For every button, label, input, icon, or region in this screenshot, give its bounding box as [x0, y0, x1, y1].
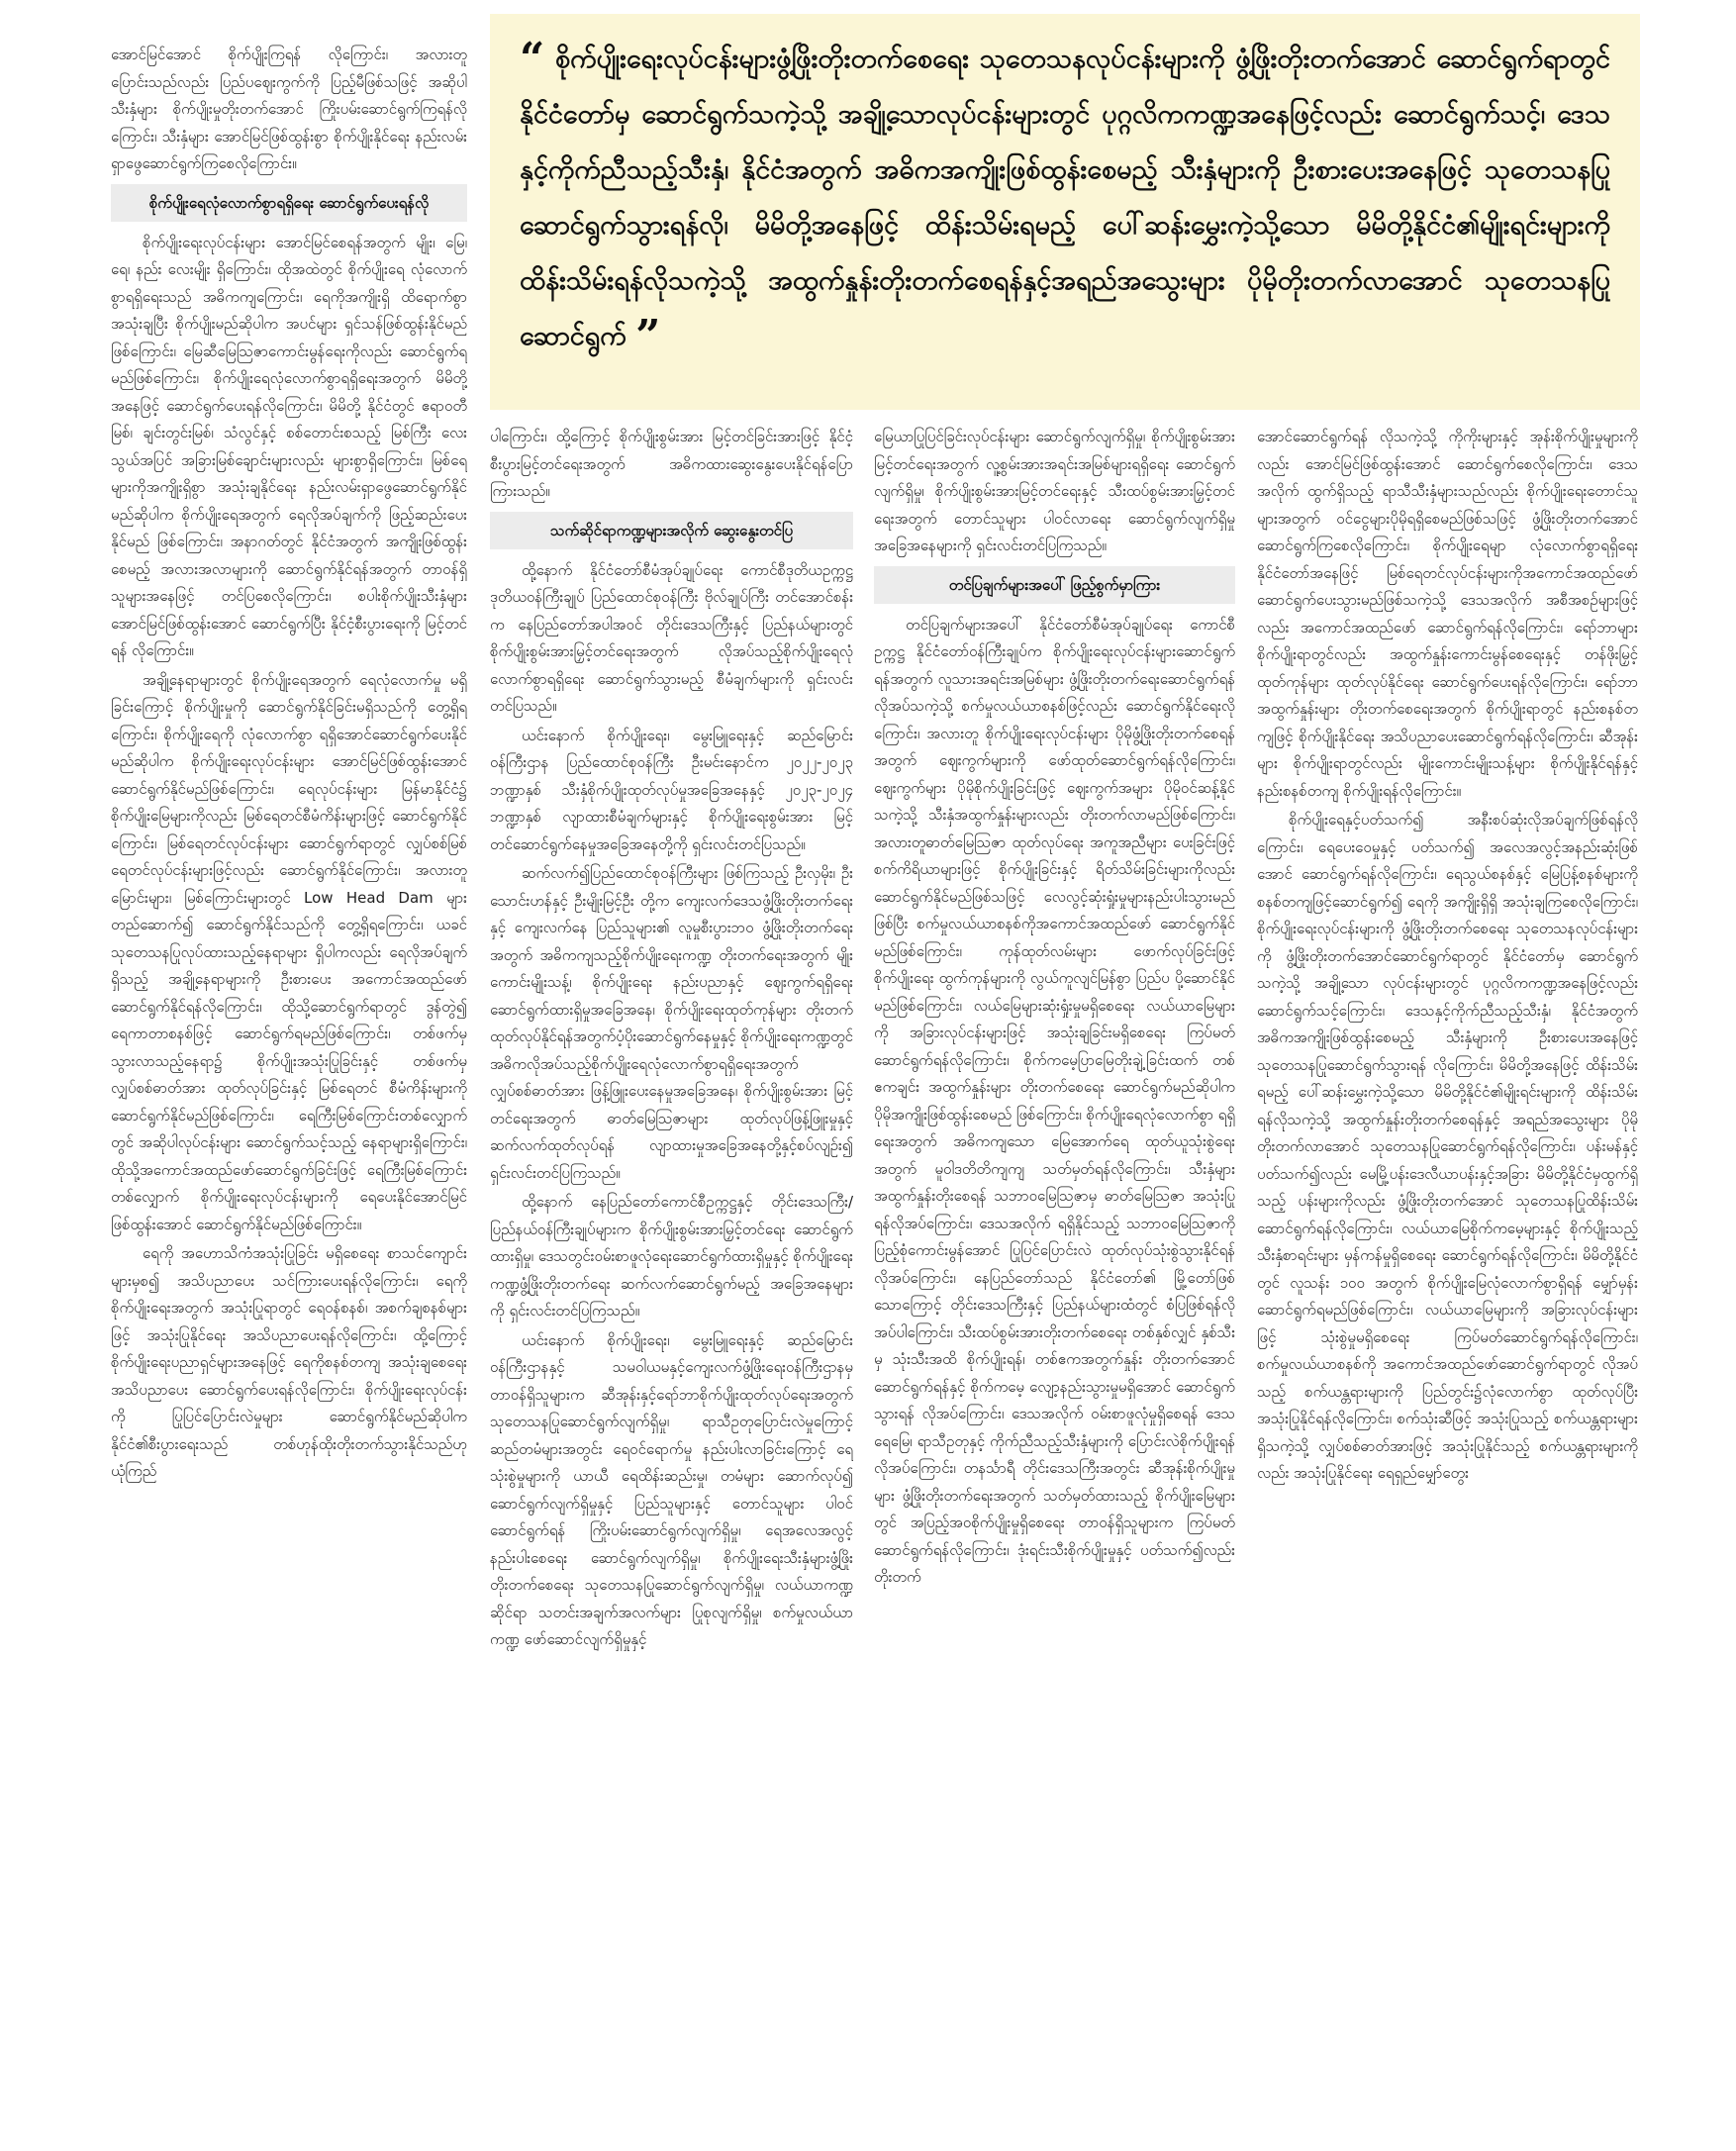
paragraph: ယင်းနောက် စိုက်ပျိုးရေး၊ မွေးမြူရေးနှင့် ဆည်မြောင်းဝန်ကြီးဌာန ပြည်ထောင်စုဝန်ကြီး ဦးမင်းနောင်က ၂၀၂၂-၂၀၂၃ ဘဏ္ဍာနှစ် သီးနှံစိုက်ပျိုးထုတ်လုပ်မှုအခြေအနေနှင့် ၂၀၂၃-၂၀၂၄ ဘဏ္ဍာနှစ် လျာထားစီမံချက်များနှင့် စိုက်ပျိုးရေးစွမ်းအား မြင့်တင်ဆောင်ရွက်နေမှုအခြေအနေတို့ကို ရှင်းလင်းတင်ပြသည်။ [490, 726, 853, 853]
close-quote-mark: ” [635, 311, 661, 361]
subheading: သက်ဆိုင်ရာကဏ္ဍများအလိုက် ဆွေးနွေးတင်ပြ [490, 512, 853, 549]
column-2 [490, 424, 853, 2097]
paragraph: အောင်ဆောင်ရွက်ရန် လိုသကဲ့သို့ ကိုကိုးများနှင့် အုန်းစိုက်ပျိုးမှုများကိုလည်း အောင်မြင်ဖြစ်ထွန်းအောင် ဆောင်ရွက်စေလိုကြောင်း၊ ဒေသအလိုက် ထွက်ရှိသည့် ရာသီသီးနှံများသည်လည်း စိုက်ပျိုးရေးတောင်သူများအတွက် ဝင်ငွေများပိုမိုရရှိစေမည်ဖြစ်သဖြင့် ဖွံ့ဖြိုးတိုးတက်အောင် ဆောင်ရွက်ကြစေလိုကြောင်း၊ စိုက်ပျိုးရေမျာ လုံလောက်စွာရရှိရေး နိုင်ငံတော်အနေဖြင့် မြစ်ရေတင်လုပ်ငန်းများကိုအကောင်အထည်ဖော် ဆောင်ရွက်ပေးသွားမည်ဖြစ်သကဲ့သို့ ဒေသအလိုက် အစီအစဉ်များဖြင့်လည်း အကောင်အထည်ဖော် ဆောင်ရွက်ရန်လိုကြောင်း၊ ရော်ဘာများ စိုက်ပျိုးရာတွင်လည်း အထွက်နှုန်းကောင်းမွန်စေရေးနှင့် တန်ဖိုးမြှင့်ထုတ်ကုန်များ ထုတ်လုပ်နိုင်ရေး ဆောင်ရွက်ပေးရန်လိုကြောင်း၊ ရော်ဘာအထွက်နှုန်းများ တိုးတက်စေရေးအတွက် စိုက်ပျိုးရာတွင် နည်းစနစ်တကျဖြင့် စိုက်ပျိုးနိုင်ရေး အသိပညာပေးဆောင်ရွက်ရန်လိုကြောင်း၊ ဆီအုန်းများ စိုက်ပျိုးရာတွင်လည်း မျိုးကောင်းမျိုးသန့်များ စိုက်ပျိုးနိုင်ရန်နှင့် နည်းစနစ်တကျ စိုက်ပျိုးရန်လိုကြောင်း။ [1257, 428, 1638, 800]
paragraph: ဆက်လက်၍ပြည်ထောင်စုဝန်ကြီးများ ဖြစ်ကြသည့် ဦးလှမိုး၊ ဦးသောင်းဟန်နှင့် ဦးမျိုးမြင့်ဦး တို့က ကျေးလက်ဒေသဖွံ့ဖြိုးတိုးတက်ရေးနှင့် ကျေးလက်နေ ပြည်သူများ၏ လူမှုစီးပွားဘဝ ဖွံ့ဖြိုးတိုးတက်ရေးအတွက် အဓိကကျသည့်စိုက်ပျိုးရေးကဏ္ဍ တိုးတက်ရေးအတွက် မျိုးကောင်းမျိုးသန့်၊ စိုက်ပျိုးရေး နည်းပညာနှင့် ဈေးကွက်ရရှိရေး ဆောင်ရွက်ထားရှိမှုအခြေအနေ၊ စိုက်ပျိုးရေးထုတ်ကုန်များ တိုးတက်ထုတ်လုပ်နိုင်ရန်အတွက်ပံ့ပိုးဆောင်ရွက်နေမှုနှင့် စိုက်ပျိုးရေးကဏ္ဍတွင် အဓိကလိုအပ်သည့်စိုက်ပျိုးရေလုံလောက်စွာရရှိရေးအတွက် လျှပ်စစ်ဓာတ်အား ဖြန့်ဖြူးပေးနေမှုအခြေအနေ၊ စိုက်ပျိုးစွမ်းအား မြင့်တင်ရေးအတွက် ဓာတ်မြေဩဇာများ ထုတ်လုပ်ဖြန့်ဖြူးမှုနှင့် ဆက်လက်ထုတ်လုပ်ရန် လျာထားမှုအခြေအနေတို့နှင့်စပ်လျဉ်း၍ ရှင်းလင်းတင်ပြကြသည်။ [490, 864, 853, 1182]
open-quote-mark: “ [520, 34, 545, 84]
column-3 [874, 424, 1235, 2097]
column-1 [111, 42, 467, 2101]
subheading: တင်ပြချက်များအပေါ် ဖြည့်စွက်မှာကြား [874, 566, 1235, 604]
paragraph: စိုက်ပျိုးရေနှင့်ပတ်သက်၍ အနီးစပ်ဆုံးလိုအပ်ချက်ဖြစ်ရန်လိုကြောင်း၊ ရေပေးဝေမှုနှင့် ပတ်သက်၍ အလေအလွင့်အနည်းဆုံးဖြစ်အောင် ဆောင်ရွက်ရန်လိုကြောင်း၊ ရေသွယ်စနစ်နှင့် မြေပြန့်စနစ်များကိုစနစ်တကျဖြင့်ဆောင်ရွက်၍ ရေကို အကျိုးရှိရှိ အသုံးချကြစေလိုကြောင်း၊ စိုက်ပျိုးရေးလုပ်ငန်းများကို ဖွံ့ဖြိုးတိုးတက်စေရေး သုတေသနလုပ်ငန်းများကို ဖွံ့ဖြိုးတိုးတက်အောင်ဆောင်ရွက်ရာတွင် နိုင်ငံတော်မှ ဆောင်ရွက်သကဲ့သို့ အချို့သော လုပ်ငန်းများတွင် ပုဂ္ဂလိကကဏ္ဍအနေဖြင့်လည်း ဆောင်ရွက်သင့်ကြောင်း၊ ဒေသနှင့်ကိုက်ညီသည့်သီးနှံ၊ နိုင်ငံအတွက် အဓိကအကျိုးဖြစ်ထွန်းစေမည့် သီးနှံများကို ဦးစားပေးအနေဖြင့် သုတေသနပြုဆောင်ရွက်သွားရန် လိုကြောင်း၊ မိမိတို့အနေဖြင့် ထိန်းသိမ်းရမည့် ပေါ်ဆန်းမွှေးကဲ့သို့သော မိမိတို့နိုင်ငံ၏မျိုးရင်းများကို ထိန်းသိမ်းရန်လိုသကဲ့သို့ အထွက်နှုန်းတိုးတက်စေရန်နှင့် အရည်အသွေးများ ပိုမိုတိုးတက်လာအောင် သုတေသနပြုဆောင်ရွက်ရန်လိုကြောင်း၊ ပန်းမန်နှင့် ပတ်သက်၍လည်း မေမြို့ပန်းဒေလီယာပန်းနှင့်အခြား မိမိတို့နိုင်ငံမှထွက်ရှိသည့် ပန်းများကိုလည်း ဖွံ့ဖြိုးတိုးတက်အောင် သုတေသနပြုထိန်းသိမ်းဆောင်ရွက်ရန်လိုကြောင်း၊ လယ်ယာမြေစိုက်ကမေ့များနှင့် စိုက်ပျိုးသည့် သီးနှံစာရင်းများ မှန်ကန်မှုရှိစေရေး ဆောင်ရွက်ရန်လိုကြောင်း၊ မိမိတို့နိုင်ငံတွင် လူသန်း ၁၀၀ အတွက် စိုက်ပျိုးမြေလုံလောက်စွာရှိရန် မျှော်မှန်းဆောင်ရွက်ရမည်ဖြစ်ကြောင်း၊ လယ်ယာမြေများကို အခြားလုပ်ငန်းများဖြင့် သုံးစွဲမှုမရှိစေရေး ကြပ်မတ်ဆောင်ရွက်ရန်လိုကြောင်း၊ စက်မှုလယ်ယာစနစ်ကို အကောင်အထည်ဖော်ဆောင်ရွက်ရာတွင် လိုအပ်သည့် စက်ယန္တရားများကို ပြည်တွင်း၌လုံလောက်စွာ ထုတ်လုပ်ပြီး အသုံးပြုနိုင်ရန်လိုကြောင်း၊ စက်သုံးဆီဖြင့် အသုံးပြုသည့် စက်ယန္တရားများရှိသကဲ့သို့ လျှပ်စစ်ဓာတ်အားဖြင့် အသုံးပြုနိုင်သည့် စက်ယန္တရားများကိုလည်း အသုံးပြုနိုင်ရေး ရေရှည်မျှော်တွေး [1257, 811, 1638, 1482]
paragraph: တင်ပြချက်များအပေါ် နိုင်ငံတော်စီမံအုပ်ချုပ်ရေး ကောင်စီဥက္ကဋ္ဌ နိုင်ငံတော်ဝန်ကြီးချုပ်က စိုက်ပျိုးရေးလုပ်ငန်းများဆောင်ရွက်ရန်အတွက် လူသားအရင်းအမြစ်များ ဖွံ့ဖြိုးတိုးတက်ရေးဆောင်ရွက်ရန် လိုအပ်သကဲ့သို့ စက်မှုလယ်ယာစနစ်ဖြင့်လည်း ဆောင်ရွက်နိုင်ရေးလိုကြောင်း၊ အလားတူ စိုက်ပျိုးရေးလုပ်ငန်းများ ပိုမိုဖွံ့ဖြိုးတိုးတက်စေရန်အတွက် ဈေးကွက်များကို ဖော်ထုတ်ဆောင်ရွက်ရန်လိုကြောင်း၊ ဈေးကွက်များ ပိုမိုစိုက်ပျိုးခြင်းဖြင့် ဈေးကွက်အများ ပိုမိုဝင်ဆန့်နိုင်သကဲ့သို့ သီးနှံအထွက်နှုန်းများလည်း တိုးတက်လာမည်ဖြစ်ကြောင်း၊ အလားတူဓာတ်မြေဩဇာ ထုတ်လုပ်ရေး အကူအညီများ ပေးခြင်းဖြင့် စက်ကိရိယာများဖြင့် စိုက်ပျိုးခြင်းနှင့် ရိတ်သိမ်းခြင်းများကိုလည်း ဆောင်ရွက်နိုင်မည်ဖြစ်သဖြင့် လေလွင့်ဆုံးရှုံးမှုများနည်းပါးသွားမည်ဖြစ်ပြီး စက်မှုလယ်ယာစနစ်ကိုအကောင်အထည်ဖော် ဆောင်ရွက်နိုင်မည်ဖြစ်ကြောင်း၊ ကုန်ထုတ်လမ်းများ ဖောက်လုပ်ခြင်းဖြင့် စိုက်ပျိုးရေး ထွက်ကုန်များကို လွယ်ကူလျင်မြန်စွာ ပြည်ပ ပို့ဆောင်နိုင်မည်ဖြစ်ကြောင်း၊ လယ်မြေများဆုံးရှုံးမှုမရှိစေရေး လယ်ယာမြေများကို အခြားလုပ်ငန်းများဖြင့် အသုံးချခြင်းမရှိစေရေး ကြပ်မတ်ဆောင်ရွက်ရန်လိုကြောင်း၊ စိုက်ကမေ့ပြာမြေတိုးချဲ့ခြင်းထက် တစ်ဧကချင်း အထွက်နှုန်းများ တိုးတက်စေရေး ဆောင်ရွက်မည်ဆိုပါက ပိုမိုအကျိုးဖြစ်ထွန်းစေမည် ဖြစ်ကြောင်း၊ စိုက်ပျိုးရေလုံလောက်စွာ ရရှိရေးအတွက် အဓိကကျသော မြေအောက်ရေ ထုတ်ယူသုံးစွဲရေးအတွက် မူဝါဒတိတိကျကျ သတ်မှတ်ရန်လိုကြောင်း၊ သီးနှံများ အထွက်နှုန်းတိုးစေရန် သဘာဝမြေဩဇာမှ ဓာတ်မြေဩဇာ အသုံးပြုရန်လိုအပ်ကြောင်း၊ ဒေသအလိုက် ရရှိနိုင်သည့် သဘာဝမြေဩဇာကို ပြည့်စုံကောင်းမွန်အောင် ပြုပြင်ပြောင်းလဲ ထုတ်လုပ်သုံးစွဲသွားနိုင်ရန် လိုအပ်ကြောင်း၊ နေပြည်တော်သည် နိုင်ငံတော်၏ မြို့တော်ဖြစ်သောကြောင့် တိုင်းဒေသကြီးနှင့် ပြည်နယ်များထံတွင် စံပြဖြစ်ရန်လိုအပ်ပါကြောင်း၊ သီးထပ်စွမ်းအားတိုးတက်စေရေး တစ်နှစ်လျှင် နှစ်သီးမှ သုံးသီးအထိ စိုက်ပျိုးရန်၊ တစ်ဧကအတွက်နှုန်း တိုးတက်အောင်ဆောင်ရွက်ရန်နှင့် စိုက်ကမေ့ လျော့နည်းသွားမှုမရှိအောင် ဆောင်ရွက်သွားရန် လိုအပ်ကြောင်း၊ ဒေသအလိုက် ဝမ်းစာဖူလုံမှုရှိစေရန် ဒေသရေမြေ၊ ရာသီဥတုနှင့် ကိုက်ညီသည့်သီးနှံများကို ပြောင်းလဲစိုက်ပျိုးရန် လိုအပ်ကြောင်း၊ တနင်္သာရီ တိုင်းဒေသကြီးအတွင်း ဆီအုန်းစိုက်ပျိုးမှုများ ဖွံ့ဖြိုးတိုးတက်ရေးအတွက် သတ်မှတ်ထားသည့် စိုက်ပျိုးမြေများတွင် အပြည့်အဝစိုက်ပျိုးမှုရှိစေရေး တာဝန်ရှိသူများက ကြပ်မတ်ဆောင်ရွက်ရန်လိုကြောင်း၊ ဒုံးရင်းသီးစိုက်ပျိုးမှုနှင့် ပတ်သက်၍လည်း တိုးတက် [874, 615, 1235, 1586]
column-4 [1257, 424, 1638, 2097]
paragraph: ထို့နောက် နိုင်ငံတော်စီမံအုပ်ချုပ်ရေး ကောင်စီဒုတိယဥက္ကဋ္ဌ ဒုတိယဝန်ကြီးချုပ် ပြည်ထောင်စုဝန်ကြီး ဗိုလ်ချုပ်ကြီး တင်အောင်စန်းက နေပြည်တော်အပါအဝင် တိုင်းဒေသကြီးနှင့် ပြည်နယ်များတွင် စိုက်ပျိုးစွမ်းအားမြှင့်တင်ရေးအတွက် လိုအပ်သည့်စိုက်ပျိုးရေလုံလောက်စွာရရှိရေး ဆောင်ရွက်သွားမည့် စီမံချက်များကို ရှင်းလင်းတင်ပြသည်။ [490, 560, 853, 715]
paragraph: ပါကြောင်း၊ ထို့ကြောင့် စိုက်ပျိုးစွမ်းအား မြင့်တင်ခြင်းအားဖြင့် နိုင်ငံ့စီးပွားမြင့်တင်ရေးအတွက် အဓိကထားဆွေးနွေးပေးနိုင်ရန်ပြောကြားသည်။ [490, 428, 853, 500]
subheading: စိုက်ပျိုးရေလုံလောက်စွာရရှိရေး ဆောင်ရွက်ပေးရန်လို [111, 184, 467, 222]
paragraph: ထို့နောက် နေပြည်တော်ကောင်စီဥက္ကဋ္ဌနှင့် တိုင်းဒေသကြီး/ပြည်နယ်ဝန်ကြီးချုပ်များက စိုက်ပျိုးစွမ်းအားမြှင့်တင်ရေး ဆောင်ရွက်ထားရှိမှု၊ ဒေသတွင်းဝမ်းစာဖူလုံရေးဆောင်ရွက်ထားရှိမှုနှင့် စိုက်ပျိုးရေးကဏ္ဍဖွံ့ဖြိုးတိုးတက်ရေး ဆက်လက်ဆောင်ရွက်မည့် အခြေအနေများကို ရှင်းလင်းတင်ပြကြသည်။ [490, 1193, 853, 1320]
paragraph: ယင်းနောက် စိုက်ပျိုးရေး၊ မွေးမြူရေးနှင့် ဆည်မြောင်းဝန်ကြီးဌာနနှင့် သမဝါယမနှင့်ကျေးလက်ဖွံ့ဖြိုးရေးဝန်ကြီးဌာနမှ တာဝန်ရှိသူများက ဆီအုန်းနှင့်ရော်ဘာစိုက်ပျိုးထုတ်လုပ်ရေးအတွက်သုတေသနပြုဆောင်ရွက်လျက်ရှိမှု၊ ရာသီဥတုပြောင်းလဲမှုကြောင့် ဆည်တမံများအတွင်း ရေဝင်ရောက်မှု နည်းပါးလာခြင်းကြောင့် ရေသုံးစွဲမှုများကို ယာယီ ရေထိန်းဆည်းမှု၊ တမံများ ဆောက်လုပ်၍ ဆောင်ရွက်လျက်ရှိမှုနှင့် ပြည်သူများနှင့် တောင်သူများ ပါဝင်ဆောင်ရွက်ရန် ကြိုးပမ်းဆောင်ရွက်လျက်ရှိမှု၊ ရေအလေအလွင့်နည်းပါးစေရေး ဆောင်ရွက်လျက်ရှိမှု၊ စိုက်ပျိုးရေးသီးနှံများဖွံ့ဖြိုးတိုးတက်စေရေး သုတေသနပြုဆောင်ရွက်လျက်ရှိမှု၊ လယ်ယာကဏ္ဍဆိုင်ရာ သတင်းအချက်အလက်များ ပြုစုလျက်ရှိမှု၊ စက်မှုလယ်ယာကဏ္ဍ ဖော်ဆောင်လျက်ရှိမှုနှင့် [490, 1330, 853, 1648]
paragraph: ရေကို အဟောသိကံအသုံးပြုခြင်း မရှိစေရေး စာသင်ကျောင်းများမှစ၍ အသိပညာပေး သင်ကြားပေးရန်လိုကြောင်း၊ ရေကိုစိုက်ပျိုးရေးအတွက် အသုံးပြုရာတွင် ရေဝန်စနစ်၊ အစက်ချစနစ်များဖြင့် အသုံးပြုနိုင်ရေး အသိပညာပေးရန်လိုကြောင်း၊ ထို့ကြောင့် စိုက်ပျိုးရေးပညာရှင်များအနေဖြင့် ရေကိုစနစ်တကျ အသုံးချစေရေး အသိပညာပေး ဆောင်ရွက်ပေးရန်လိုကြောင်း၊ စိုက်ပျိုးရေးလုပ်ငန်းကို ပြုပြင်ပြောင်းလဲမှုများ ဆောင်ရွက်နိုင်မည်ဆိုပါက နိုင်ငံ၏စီးပွားရေးသည် တစ်ဟုန်ထိုးတိုးတက်သွားနိုင်သည်ဟု ယုံကြည် [111, 1244, 467, 1480]
paragraph: အောင်မြင်အောင် စိုက်ပျိုးကြရန် လိုကြောင်း၊ အလားတူ ပြောင်းသည်လည်း ပြည်ပဈေးကွက်ကို ပြည့်မီဖြစ်သဖြင့် အဆိုပါသီးနှံများ စိုက်ပျိုးမှုတိုးတက်အောင် ကြိုးပမ်းဆောင်ရွက်ကြရန်လိုကြောင်း၊ သီးနှံများ အောင်မြင်ဖြစ်ထွန်းစွာ စိုက်ပျိုးနိုင်ရေး နည်းလမ်းရှာဖွေဆောင်ရွက်ကြစေလိုကြောင်း။ [111, 46, 467, 172]
pull-quote [490, 14, 1640, 410]
pull-quote-text: စိုက်ပျိုးရေးလုပ်ငန်းများဖွံ့ဖြိုးတိုးတက်စေရေး သုတေသနလုပ်ငန်းများကို ဖွံ့ဖြိုးတိုးတက်အောင် ဆောင်ရွက်ရာတွင် နိုင်ငံတော်မှ ဆောင်ရွက်သကဲ့သို့ အချို့သောလုပ်ငန်းများတွင် ပုဂ္ဂလိကကဏ္ဍအနေဖြင့်လည်း ဆောင်ရွက်သင့်၊ ဒေသနှင့်ကိုက်ညီသည့်သီးနှံ၊ နိုင်ငံအတွက် အဓိကအကျိုးဖြစ်ထွန်းစေမည့် သီးနှံများကို ဦးစားပေးအနေဖြင့် သုတေသနပြုဆောင်ရွက်သွားရန်လို၊ မိမိတို့အနေဖြင့် ထိန်းသိမ်းရမည့် ပေါ်ဆန်းမွှေးကဲ့သို့သော မိမိတို့နိုင်ငံ၏မျိုးရင်းများကို ထိန်းသိမ်းရန်လိုသကဲ့သို့ အထွက်နှုန်းတိုးတက်စေရန်နှင့်အရည်အသွေးများ ပိုမိုတိုးတက်လာအောင် သုတေသနပြုဆောင်ရွက် [520, 44, 1610, 351]
paragraph: စိုက်ပျိုးရေးလုပ်ငန်းများ အောင်မြင်စေရန်အတွက် မျိုး၊ မြေ၊ ရေ၊ နည်း လေးမျိုး ရှိကြောင်း၊ ထိုအထဲတွင် စိုက်ပျိုးရေ လုံလောက်စွာရရှိရေးသည် အဓိကကျကြောင်း၊ ရေကိုအကျိုးရှိ ထိရောက်စွာ အသုံးချပြီး စိုက်ပျိုးမည်ဆိုပါက အပင်များ ရှင်သန်ဖြစ်ထွန်းနိုင်မည်ဖြစ်ကြောင်း၊ မြေဆီမြေသြဇာကောင်းမွန်ရေးကိုလည်း ဆောင်ရွက်ရမည်ဖြစ်ကြောင်း၊ စိုက်ပျိုးရေလုံလောက်စွာရရှိရေးအတွက် မိမိတို့အနေဖြင့် ဆောင်ရွက်ပေးရန်လိုကြောင်း၊ မိမိတို့ နိုင်ငံတွင် ဧရာဝတီမြစ်၊ ချင်းတွင်းမြစ်၊ သံလွင်နှင့် စစ်တောင်းစသည့် မြစ်ကြီး လေးသွယ်အပြင် အခြားမြစ်ချောင်းများလည်း များစွာရှိကြောင်း၊ မြစ်ရေ များကိုအကျိုးရှိစွာ အသုံးချနိုင်ရေး နည်းလမ်းရှာဖွေဆောင်ရွက်နိုင်မည်ဆိုပါက စိုက်ပျိုးရေအတွက် ရေလိုအပ်ချက်ကို ဖြည့်ဆည်းပေးနိုင်မည် ဖြစ်ကြောင်း၊ အနာဂတ်တွင် နိုင်ငံအတွက် အကျိုးဖြစ်ထွန်းစေမည့် အလားအလာများကို ဆောင်ရွက်နိုင်ရန်အတွက် တာဝန်ရှိသူများအနေဖြင့် တင်ပြစေလိုကြောင်း၊ စပါးစိုက်ပျိုးသီးနှံများ အောင်မြင်ဖြစ်ထွန်းအောင် ဆောင်ရွက်ပြီး နိုင်ငံ့စီးပွားရေးကို မြင့်တင်ရန် လိုကြောင်း။ [111, 233, 467, 659]
paragraph: အချို့နေရာများတွင် စိုက်ပျိုးရေအတွက် ရေလုံလောက်မှု မရှိခြင်းကြောင့် စိုက်ပျိုးမှုကို ဆောင်ရွက်နိုင်ခြင်းမရှိသည်ကို တွေ့ရှိရကြောင်း၊ စိုက်ပျိုးရေကို လုံလောက်စွာ ရရှိအောင်ဆောင်ရွက်ပေးနိုင်မည်ဆိုပါက စိုက်ပျိုးရေးလုပ်ငန်းများ အောင်မြင်ဖြစ်ထွန်းအောင် ဆောင်ရွက်နိုင်မည်ဖြစ်ကြောင်း၊ ရေလုပ်ငန်းများ မြန်မာနိုင်ငံ၌ စိုက်ပျိုးမြေများကိုလည်း မြစ်ရေတင်စီမံကိန်းများဖြင့် ဆောင်ရွက်နိုင်ကြောင်း၊ မြစ်ရေတင်လုပ်ငန်းများ ဆောင်ရွက်ရာတွင် လျှပ်စစ်မြစ်ရေတင်လုပ်ငန်းများဖြင့်လည်း ဆောင်ရွက်နိုင်ကြောင်း၊ အလားတူ မြောင်းများ၊ မြစ်ကြောင်းများတွင် Low Head Dam များ တည်ဆောက်၍ ဆောင်ရွက်နိုင်သည်ကို တွေ့ရှိရကြောင်း၊ ယခင်သုတေသနပြုလုပ်ထားသည့်နေရာများ ရှိပါကလည်း ရေလိုအပ်ချက်ရှိသည့် အချို့နေရာများကို ဦးစားပေး အကောင်အထည်ဖော်ဆောင်ရွက်နိုင်ရန်လိုကြောင်း၊ ထိုသို့ဆောင်ရွက်ရာတွင် ဒွန်တွဲ၍ ရေကာတာစနစ်ဖြင့် ဆောင်ရွက်ရမည်ဖြစ်ကြောင်း၊ တစ်ဖက်မှ သွားလာသည့်နေရာ၌ စိုက်ပျိုးအသုံးပြုခြင်းနှင့် တစ်ဖက်မှ လျှပ်စစ်ဓာတ်အား ထုတ်လုပ်ခြင်းနှင့် မြစ်ရေတင် စီမံကိန်းများကို ဆောင်ရွက်နိုင်မည်ဖြစ်ကြောင်း၊ ရေကြီးမြစ်ကြောင်းတစ်လျှောက်တွင် အဆိုပါလုပ်ငန်းများ ဆောင်ရွက်သင့်သည့် နေရာများရှိကြောင်း၊ ထိုသို့အကောင်အထည်ဖော်ဆောင်ရွက်ခြင်းဖြင့် ရေကြီးမြစ်ကြောင်းတစ်လျှောက် စိုက်ပျိုးရေးလုပ်ငန်းများကို ရေပေးနိုင်အောင်မြင်ဖြစ်ထွန်းအောင် ဆောင်ရွက်နိုင်မည်ဖြစ်ကြောင်း။ [111, 670, 467, 1233]
paragraph: မြေယာပြုပြင်ခြင်းလုပ်ငန်းများ ဆောင်ရွက်လျက်ရှိမှု၊ စိုက်ပျိုးစွမ်းအားမြင့်တင်ရေးအတွက် လူ့စွမ်းအားအရင်းအမြစ်များရရှိရေး ဆောင်ရွက်လျက်ရှိမှု၊ စိုက်ပျိုးစွမ်းအားမြင့်တင်ရေးနှင့် သီးထပ်စွမ်းအားမြှင့်တင်ရေးအတွက် တောင်သူများ ပါဝင်လာရေး ဆောင်ရွက်လျက်ရှိမှုအခြေအနေများကို ရှင်းလင်းတင်ပြကြသည်။ [874, 428, 1235, 554]
